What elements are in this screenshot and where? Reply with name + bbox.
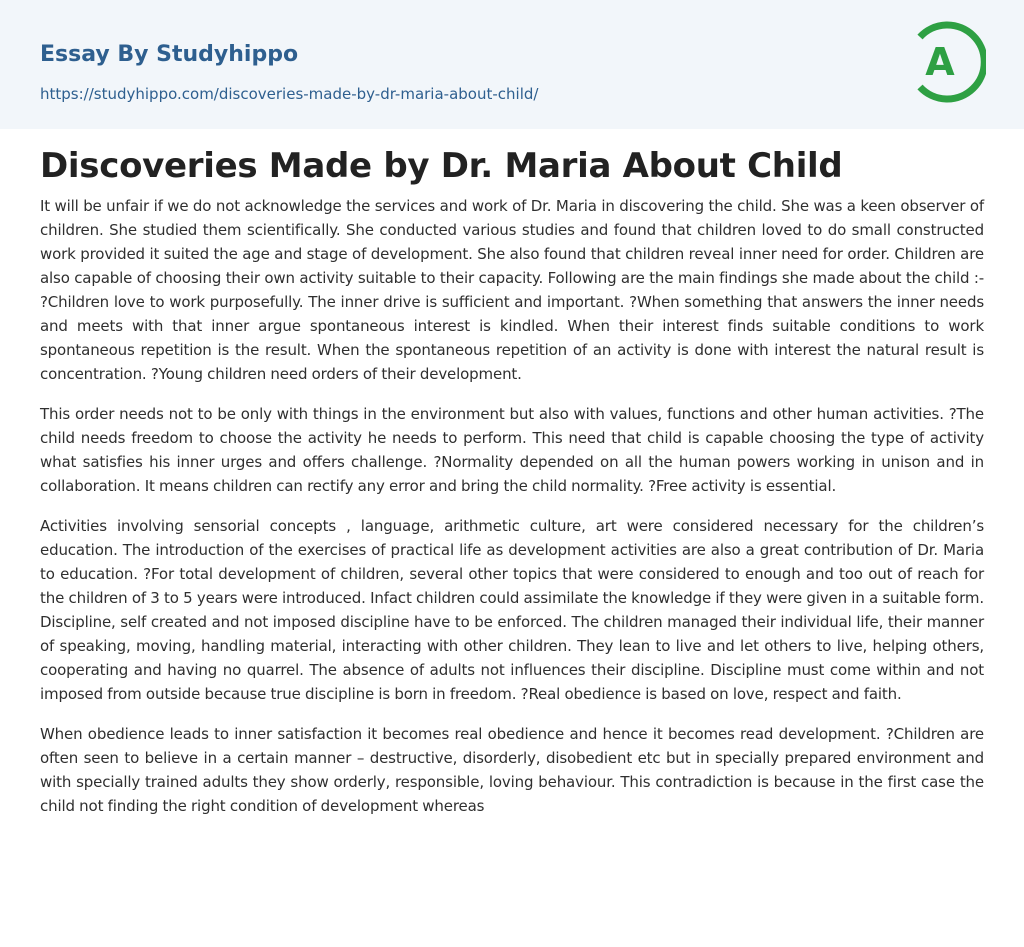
essay-title: Discoveries Made by Dr. Maria About Child xyxy=(40,146,843,186)
site-brand[interactable]: Essay By Studyhippo xyxy=(40,42,299,67)
essay-paragraph: Activities involving sensorial concepts , language, arithmetic culture, art were considered necessary for the children’s education. The introduction of the exercises of practical life as development activities are also a great contribution of Dr. Maria to education. ?For total development of children, several other topics that were considered to enough and too out of reach for the children of 3 to 5 years were introduced. Infact children could assimilate the knowledge if they were given in a suitable form. Discipline, self created and not imposed discipline have to be enforced. The children managed their individual life, their manner of speaking, moving, handling material, interacting with other children. They lean to live and let others to live, helping others, cooperating and having no quarrel. The absence of adults not influences their discipline. Discipline must come within and not imposed from outside because true discipline is born in freedom. ?Real obedience is based on love, respect and faith. xyxy=(40,517,984,703)
essay-body xyxy=(40,194,984,834)
essay-paragraph: When obedience leads to inner satisfaction it becomes real obedience and hence it becomes read development. ?Children are often seen to believe in a certain manner – destructive, disorderly, disobedient etc but in specially prepared environment and with specially trained adults they show orderly, responsible, loving behaviour. This contradiction is because in the first case the child not finding the right condition of development whereas xyxy=(40,725,984,815)
page-url-link[interactable]: https://studyhippo.com/discoveries-made-by-dr-maria-about-child/ xyxy=(40,85,539,103)
essay-paragraph: This order needs not to be only with things in the environment but also with values, functions and other human activities. ?The child needs freedom to choose the activity he needs to perform. This need that child is capable choosing the type of activity what satisfies his inner urges and offers challenge. ?Normality depended on all the human powers working in unison and in collaboration. It means children can rectify any error and bring the child normality. ?Free activity is essential. xyxy=(40,405,984,495)
studyhippo-logo-icon[interactable] xyxy=(912,19,986,105)
site-header xyxy=(0,0,1024,129)
essay-paragraph: It will be unfair if we do not acknowledge the services and work of Dr. Maria in discovering the child. She was a keen observer of children. She studied them scientifically. She conducted various studies and found that children loved to do small constructed work provided it suited the age and stage of development. She also found that children reveal inner need for order. Children are also capable of choosing their own activity suitable to their capacity. Following are the main findings she made about the child :- ?Children love to work purposefully. The inner drive is sufficient and important. ?When something that answers the inner needs and meets with that inner argue spontaneous interest is kindled. When their interest finds suitable conditions to work spontaneous repetition is the result. When the spontaneous repetition of an activity is done with interest the natural result is concentration. ?Young children need orders of their development. xyxy=(40,197,984,383)
logo-letter: A xyxy=(925,40,955,84)
